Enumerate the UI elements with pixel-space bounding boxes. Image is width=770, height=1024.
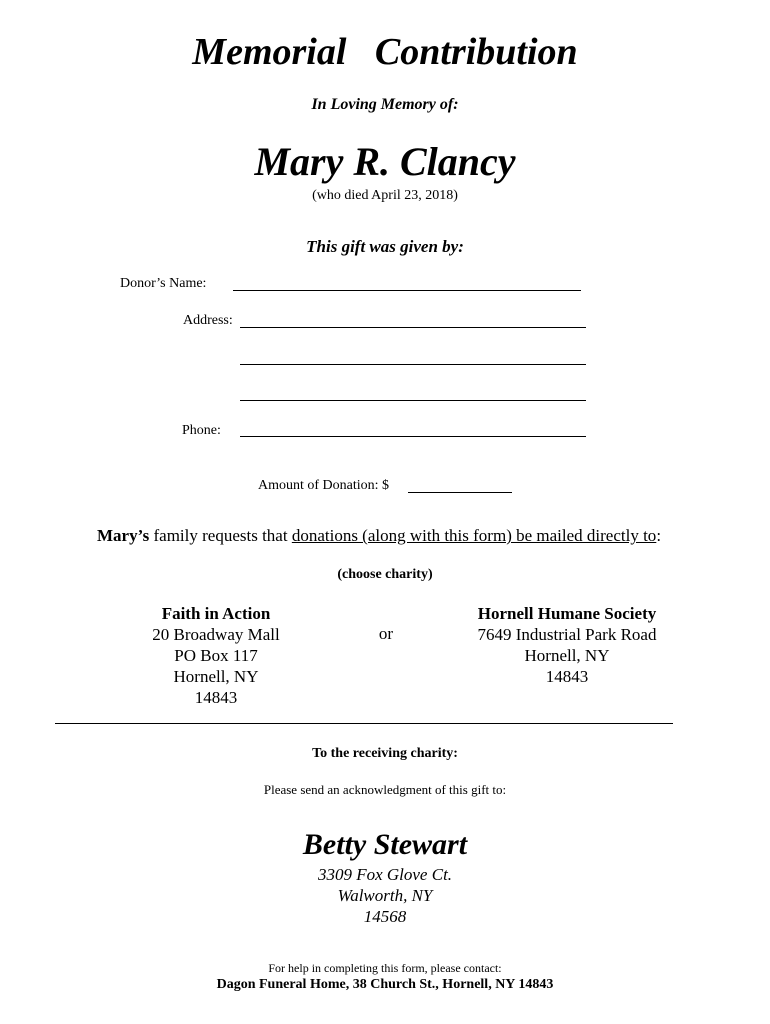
choose-charity-label: (choose charity) [337, 567, 433, 582]
address-field-2[interactable] [240, 364, 586, 365]
charity-address-line: Hornell, NY [173, 667, 259, 686]
section-divider [55, 723, 673, 724]
request-underlined: donations (along with this form) be mailed directly to [291, 526, 657, 545]
amount-label: Amount of Donation: $ [258, 478, 390, 493]
charity-address-line: 7649 Industrial Park Road [477, 625, 657, 644]
memory-subtitle: In Loving Memory of: [311, 96, 459, 113]
phone-field[interactable] [240, 436, 586, 437]
acknowledgment-address-line: Walworth, NY [337, 886, 433, 905]
request-end: : [656, 526, 662, 545]
address-label: Address: [183, 313, 233, 328]
funeral-home-contact: Dagon Funeral Home, 38 Church St., Hornell, NY 14843 [216, 977, 554, 992]
charity-option-hornell-humane-society[interactable] [456, 603, 678, 687]
form-title: Memorial Contribution [192, 31, 578, 73]
acknowledgment-address-line: 3309 Fox Glove Ct. [317, 865, 453, 884]
phone-label: Phone: [182, 423, 221, 438]
charity-address-line: Hornell, NY [524, 646, 610, 665]
acknowledgment-instruction: Please send an acknowledgment of this gift to: [263, 782, 507, 797]
mail-request [97, 526, 661, 546]
deceased-name: Mary R. Clancy [254, 139, 516, 184]
receiving-charity-heading: To the receiving charity: [312, 746, 458, 761]
help-text: For help in completing this form, please contact: [268, 961, 502, 975]
charity-name: Faith in Action [161, 604, 271, 623]
donor-name-label: Donor’s Name: [120, 276, 207, 291]
charity-name: Hornell Humane Society [477, 604, 657, 623]
charity-address-line: PO Box 117 [174, 646, 258, 665]
acknowledgment-recipient-name: Betty Stewart [302, 828, 468, 861]
charity-address-line: 14843 [194, 688, 238, 707]
charity-address-line: 20 Broadway Mall [152, 625, 280, 644]
request-text: family requests that [149, 526, 292, 545]
address-field-3[interactable] [240, 400, 586, 401]
acknowledgment-address [0, 864, 770, 927]
address-field-1[interactable] [240, 327, 586, 328]
death-note: (who died April 23, 2018) [312, 188, 458, 203]
acknowledgment-address-line: 14568 [363, 907, 407, 926]
or-separator: or [378, 624, 394, 643]
charity-address-line: 14843 [545, 667, 589, 686]
given-by-heading: This gift was given by: [306, 237, 464, 256]
charity-option-faith-in-action[interactable] [116, 603, 316, 708]
request-name: Mary’s [97, 526, 150, 545]
donor-name-field[interactable] [233, 290, 581, 291]
amount-field[interactable] [408, 492, 512, 493]
